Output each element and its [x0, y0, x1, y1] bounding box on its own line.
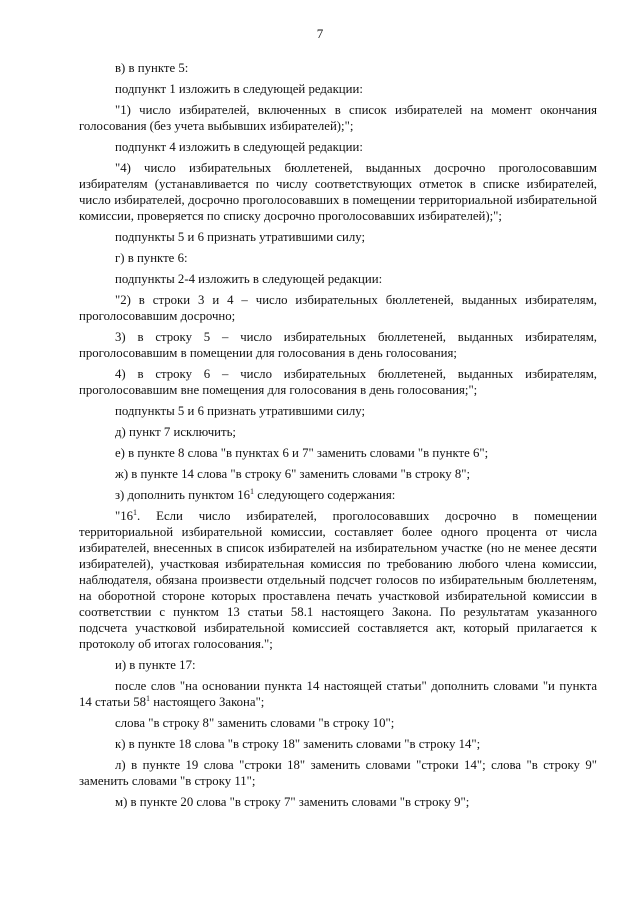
paragraph: ж) в пункте 14 слова "в строку 6" заменить словами "в строку 8"; — [115, 467, 471, 481]
text-fragment: з) дополнить пунктом 16 — [115, 488, 251, 502]
paragraph: слова "в строку 8" заменить словами "в строку 10"; — [115, 716, 395, 730]
paragraph: подпункты 5 и 6 признать утратившими силу; — [115, 404, 366, 418]
paragraph: 3) в строку 5 – число избирательных бюллетеней, выданных избирателям, проголосовавшим в помещении для голосования в день голосования; — [79, 330, 597, 360]
superscript: 1 — [146, 694, 151, 703]
paragraph: 4) в строку 6 – число избирательных бюллетеней, выданных избирателям, проголосовавшим вне помещения для голосования в день голосования;"; — [79, 367, 597, 397]
paragraph: д) пункт 7 исключить; — [115, 425, 236, 439]
paragraph: и) в пункте 17: — [115, 658, 196, 672]
superscript: 1 — [250, 487, 255, 496]
paragraph: "4) число избирательных бюллетеней, выданных досрочно проголосовавшим избирателям (устанавливается по числу соответствующих отметок в списке избирателей, число избирателей, досрочно проголосовавших в помещении территориальной избирательной комиссии, проверяется по списку досрочно проголосовавших избирателей);"; — [79, 161, 597, 223]
paragraph: подпункт 4 изложить в следующей редакции: — [115, 140, 363, 154]
paragraph: г) в пункте 6: — [115, 251, 188, 265]
text-fragment: . Если число избирателей, проголосовавших досрочно в помещении территориальной избирательной комиссии, составляет более одного процента от числа избирателей, внесенных в список избирателей на избирательном участке (но не менее десяти избирателей), участковая избирательная комиссия по требованию любого члена комиссии, наблюдателя, обязана произвести отдельный подсчет голосов по избирательным бюллетеням, на оборотной стороне которых проставлена печать участковой избирательной комиссии в соответствии с пунктом 13 статьи 58.1 настоящего Закона. По результатам указанного подсчета участковой избирательной комиссией составляется акт, который прилагается к протоколу об итогах голосования."; — [79, 509, 597, 651]
paragraph: к) в пункте 18 слова "в строку 18" заменить словами "в строку 14"; — [115, 737, 481, 751]
text-fragment: "16 — [115, 509, 134, 523]
superscript: 1 — [133, 508, 138, 517]
paragraph: подпункт 1 изложить в следующей редакции: — [115, 82, 363, 96]
page-number: 7 — [316, 26, 324, 41]
paragraph-z — [79, 487, 597, 503]
text-fragment: следующего содержания: — [254, 488, 396, 502]
text-fragment: после слов "на основании пункта 14 настоящей статьи" дополнить словами "и пункта 14 статьи 58 — [79, 679, 597, 709]
paragraph: м) в пункте 20 слова "в строку 7" заменить словами "в строку 9"; — [115, 795, 470, 809]
paragraph-16-1 — [79, 508, 597, 652]
paragraph-after-words — [79, 678, 597, 710]
text-fragment: настоящего Закона"; — [150, 695, 265, 709]
document-body — [79, 60, 597, 815]
paragraph: е) в пункте 8 слова "в пунктах 6 и 7" заменить словами "в пункте 6"; — [115, 446, 489, 460]
paragraph: в) в пункте 5: — [115, 61, 189, 75]
paragraph: подпункты 5 и 6 признать утратившими силу; — [115, 230, 366, 244]
paragraph: "2) в строки 3 и 4 – число избирательных бюллетеней, выданных избирателям, проголосовавшим досрочно; — [79, 293, 597, 323]
paragraph: л) в пункте 19 слова "строки 18" заменить словами "строки 14"; слова "в строку 9" заменить словами "в строку 11"; — [79, 758, 597, 788]
paragraph: "1) число избирателей, включенных в список избирателей на момент окончания голосования (без учета выбывших избирателей);"; — [79, 103, 597, 133]
paragraph: подпункты 2-4 изложить в следующей редакции: — [115, 272, 383, 286]
